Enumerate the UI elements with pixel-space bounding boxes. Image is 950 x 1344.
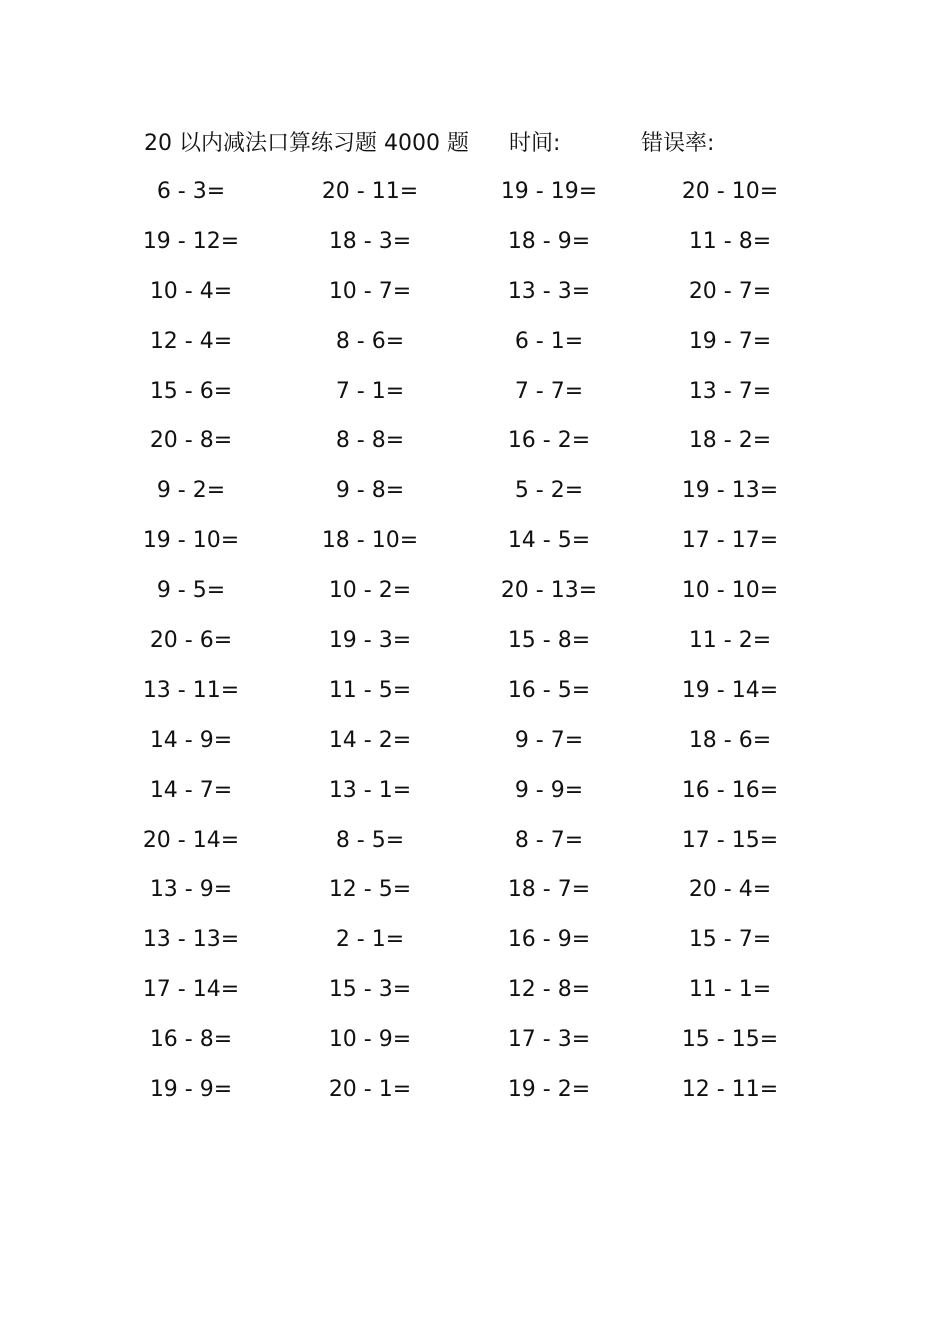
problem-cell: 13 - 13= bbox=[142, 927, 240, 953]
problem-cell: 16 - 16= bbox=[681, 777, 779, 803]
problem-cell: 20 - 13= bbox=[500, 578, 598, 604]
problem-cell: 16 - 2= bbox=[507, 428, 591, 454]
problem-cell: 19 - 9= bbox=[149, 1077, 233, 1103]
problem-row bbox=[0, 571, 950, 621]
problem-cell: 2 - 1= bbox=[335, 927, 405, 953]
problem-row bbox=[0, 421, 950, 471]
problem-cell: 8 - 6= bbox=[335, 328, 405, 354]
problem-row bbox=[0, 870, 950, 920]
problem-cell: 12 - 5= bbox=[328, 877, 412, 903]
problem-cell: 15 - 8= bbox=[507, 628, 591, 654]
problem-cell: 10 - 7= bbox=[328, 278, 412, 304]
problem-row bbox=[0, 920, 950, 970]
problem-cell: 10 - 10= bbox=[681, 578, 779, 604]
problem-cell: 14 - 9= bbox=[149, 727, 233, 753]
problem-cell: 15 - 3= bbox=[328, 977, 412, 1003]
problem-row bbox=[0, 1020, 950, 1070]
problem-cell: 20 - 8= bbox=[149, 428, 233, 454]
problem-cell: 8 - 8= bbox=[335, 428, 405, 454]
problem-cell: 12 - 11= bbox=[681, 1077, 779, 1103]
problem-cell: 18 - 3= bbox=[328, 228, 412, 254]
problem-row bbox=[0, 172, 950, 222]
problem-cell: 17 - 14= bbox=[142, 977, 240, 1003]
problem-cell: 17 - 15= bbox=[681, 827, 779, 853]
problem-cell: 13 - 3= bbox=[507, 278, 591, 304]
problem-cell: 6 - 1= bbox=[514, 328, 584, 354]
problem-cell: 13 - 1= bbox=[328, 777, 412, 803]
problem-cell: 20 - 4= bbox=[688, 877, 772, 903]
problem-cell: 10 - 9= bbox=[328, 1027, 412, 1053]
problem-cell: 17 - 3= bbox=[507, 1027, 591, 1053]
problem-cell: 14 - 5= bbox=[507, 528, 591, 554]
problem-cell: 9 - 2= bbox=[156, 478, 226, 504]
problem-cell: 11 - 8= bbox=[688, 228, 772, 254]
problem-cell: 11 - 5= bbox=[328, 677, 412, 703]
problem-cell: 19 - 7= bbox=[688, 328, 772, 354]
problem-cell: 18 - 9= bbox=[507, 228, 591, 254]
problem-cell: 16 - 5= bbox=[507, 677, 591, 703]
problem-cell: 20 - 7= bbox=[688, 278, 772, 304]
problem-row bbox=[0, 771, 950, 821]
problem-cell: 9 - 5= bbox=[156, 578, 226, 604]
problem-cell: 8 - 5= bbox=[335, 827, 405, 853]
problem-cell: 18 - 7= bbox=[507, 877, 591, 903]
problem-cell: 15 - 7= bbox=[688, 927, 772, 953]
problem-row bbox=[0, 272, 950, 322]
problem-cell: 18 - 10= bbox=[321, 528, 419, 554]
problem-row bbox=[0, 471, 950, 521]
problem-row bbox=[0, 372, 950, 422]
problem-cell: 8 - 7= bbox=[514, 827, 584, 853]
problem-row bbox=[0, 222, 950, 272]
problem-cell: 9 - 9= bbox=[514, 777, 584, 803]
problem-cell: 19 - 13= bbox=[681, 478, 779, 504]
problem-cell: 7 - 1= bbox=[335, 378, 405, 404]
problem-cell: 19 - 2= bbox=[507, 1077, 591, 1103]
problem-cell: 14 - 7= bbox=[149, 777, 233, 803]
problem-row bbox=[0, 671, 950, 721]
worksheet-header bbox=[0, 124, 950, 164]
problem-cell: 19 - 12= bbox=[142, 228, 240, 254]
problem-cell: 9 - 7= bbox=[514, 727, 584, 753]
problem-cell: 13 - 7= bbox=[688, 378, 772, 404]
problem-cell: 19 - 10= bbox=[142, 528, 240, 554]
problem-cell: 16 - 9= bbox=[507, 927, 591, 953]
problem-cell: 20 - 11= bbox=[321, 179, 419, 204]
error-rate-label: 错误率: bbox=[641, 131, 715, 156]
problem-cell: 19 - 14= bbox=[681, 677, 779, 703]
problem-cell: 9 - 8= bbox=[335, 478, 405, 504]
problem-cell: 19 - 3= bbox=[328, 628, 412, 654]
problem-cell: 7 - 7= bbox=[514, 378, 584, 404]
problem-cell: 10 - 2= bbox=[328, 578, 412, 604]
problem-cell: 15 - 6= bbox=[149, 378, 233, 404]
problem-cell: 19 - 19= bbox=[500, 179, 598, 204]
problem-cell: 10 - 4= bbox=[149, 278, 233, 304]
problem-grid bbox=[0, 172, 950, 1120]
problem-cell: 6 - 3= bbox=[156, 179, 226, 204]
problem-row bbox=[0, 322, 950, 372]
problem-cell: 14 - 2= bbox=[328, 727, 412, 753]
problem-cell: 12 - 4= bbox=[149, 328, 233, 354]
problem-row bbox=[0, 721, 950, 771]
problem-row bbox=[0, 821, 950, 871]
problem-cell: 16 - 8= bbox=[149, 1027, 233, 1053]
problem-cell: 20 - 1= bbox=[328, 1077, 412, 1103]
problem-row bbox=[0, 521, 950, 571]
worksheet-title: 20 以内减法口算练习题 4000 题 bbox=[144, 131, 469, 156]
problem-cell: 12 - 8= bbox=[507, 977, 591, 1003]
problem-cell: 20 - 6= bbox=[149, 628, 233, 654]
problem-cell: 11 - 2= bbox=[688, 628, 772, 654]
problem-cell: 13 - 9= bbox=[149, 877, 233, 903]
time-label: 时间: bbox=[509, 131, 561, 156]
problem-row bbox=[0, 1070, 950, 1120]
problem-cell: 18 - 2= bbox=[688, 428, 772, 454]
problem-cell: 20 - 10= bbox=[681, 179, 779, 204]
problem-cell: 18 - 6= bbox=[688, 727, 772, 753]
problem-cell: 11 - 1= bbox=[688, 977, 772, 1003]
problem-cell: 5 - 2= bbox=[514, 478, 584, 504]
problem-cell: 20 - 14= bbox=[142, 827, 240, 853]
problem-cell: 17 - 17= bbox=[681, 528, 779, 554]
problem-cell: 13 - 11= bbox=[142, 677, 240, 703]
problem-cell: 15 - 15= bbox=[681, 1027, 779, 1053]
problem-row bbox=[0, 621, 950, 671]
problem-row bbox=[0, 970, 950, 1020]
